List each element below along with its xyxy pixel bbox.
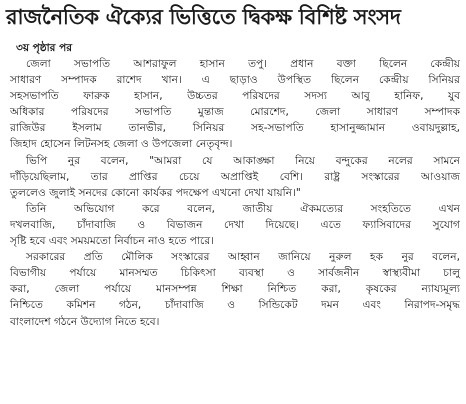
body-line: জিহাদ হোসেন লিটনসহ জেলা ও উপজেলা নেতৃবৃন্দ। bbox=[10, 138, 233, 151]
headline: রাজনৈতিক ঐক্যের ভিত্তিতে দ্বিকক্ষ বিশিষ্ট সংসদ bbox=[6, 5, 401, 29]
article-body bbox=[10, 56, 460, 330]
body-line: সরকারের প্রতি মৌলিক সংস্কারের আহ্বান জানিয়ে নুরুল হক নুর বলেন, bbox=[26, 251, 460, 264]
body-line: তিনি অভিযোগ করে বলেন, জাতীয় ঐকমত্যের সংহতিতে এখন bbox=[26, 202, 460, 215]
body-line: নিশ্চিতে কমিশন গঠন, চাঁদাবাজি ও সিন্ডিকেট দমন এবং নিরাপদ-সমৃদ্ধ bbox=[10, 299, 460, 312]
body-line: সৃষ্টি হবে এবং সময়মতো নির্বাচন নাও হতে পারে। bbox=[10, 235, 214, 248]
body-line: ভিপি নুর বলেন, "আমরা যে আকাঙ্ক্ষা নিয়ে বন্দুকের নলের সামনে bbox=[26, 154, 460, 167]
body-line: জেলা সভাপতি আশরাফুল হাসান তপু। প্রধান বক্তা ছিলেন কেন্দ্রীয় bbox=[26, 58, 460, 70]
body-line: তুললেও জুলাই সনদের কোনো কার্যকর পদক্ষেপ এখনো দেখা যায়নি।" bbox=[10, 186, 301, 199]
body-line: দখলবাজি, চাঁদাবাজি ও বিভাজন দেখা দিয়েছে। এতে ফ্যাসিবাদের সুযোগ bbox=[10, 218, 460, 231]
body-line: সাধারণ সম্পাদক রাশেদ খান। এ ছাড়াও উপস্থিত ছিলেন কেন্দ্রীয় সিনিয়র bbox=[10, 74, 460, 87]
body-line: বিভাগীয় পর্যায়ে মানসম্মত চিকিৎসা ব্যবস্থা ও সার্বজনীন স্বাস্থ্যবীমা চালু bbox=[10, 267, 460, 280]
continuation-note: ৩য় পৃষ্ঠার পর bbox=[16, 42, 73, 54]
body-line: রাজিউর ইসলাম তানভীর, সিনিয়র সহ-সভাপতি হাসানুজ্জামান ওবায়দুল্লাহ, bbox=[10, 122, 460, 135]
body-line: অধিকার পরিষদের সভাপতি মুন্তাজ মোরশেদ, জেলা সাধারণ সম্পাদক bbox=[10, 106, 460, 119]
body-line: সহসভাপতি ফারুক হাসান, উচ্চতর পরিষদের সদস্য আবু হানিফ, যুব bbox=[10, 90, 460, 103]
body-line: করা, জেলা পর্যায়ে মানসম্পন্ন শিক্ষা নিশ্চিত করা, কৃষকের ন্যায্যমূল্য bbox=[10, 283, 460, 296]
body-line: দাঁড়িয়েছিলাম, তার প্রাপ্তির চেয়ে অপ্রাপ্তিই বেশি। রাষ্ট্র সংস্কারের আওয়াজ bbox=[10, 170, 460, 183]
body-line: বাংলাদেশ গঠনে উদ্যোগ নিতে হবে। bbox=[10, 315, 160, 328]
